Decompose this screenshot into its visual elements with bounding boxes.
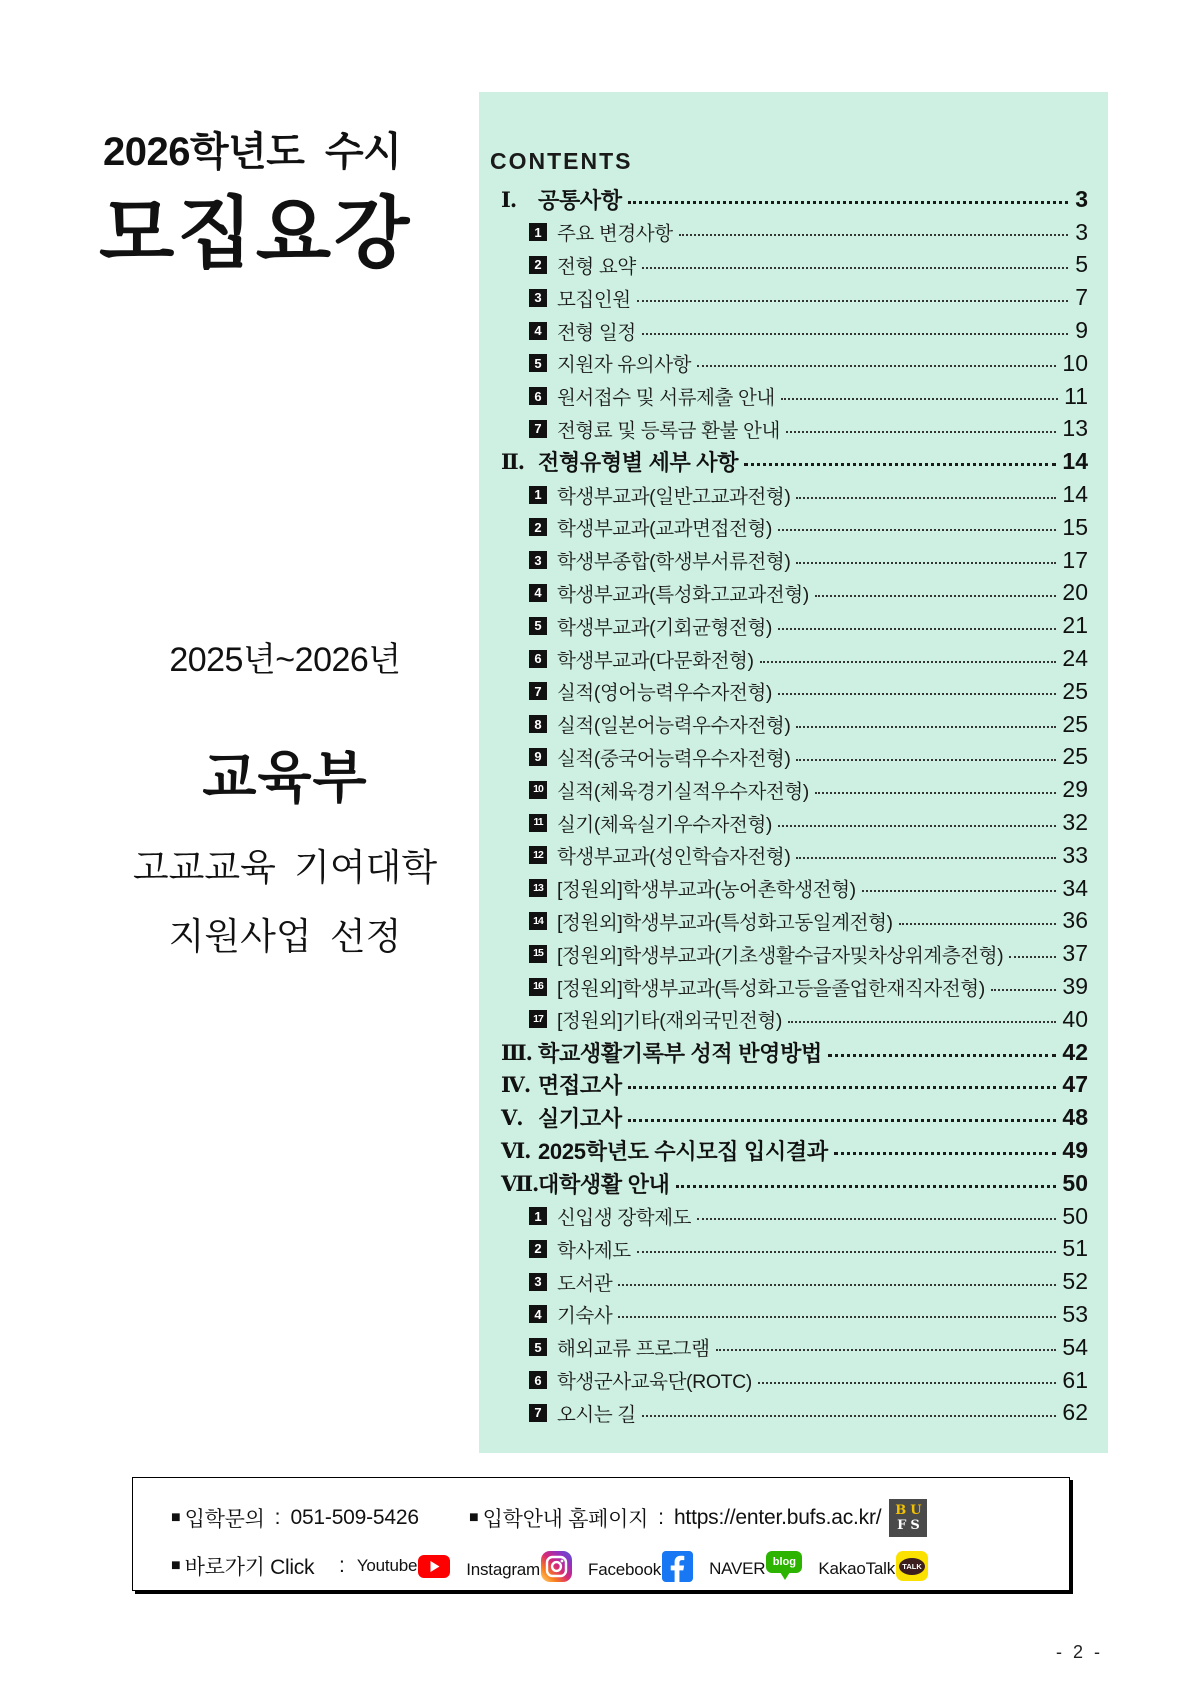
section-numeral: Ⅱ. bbox=[501, 449, 525, 475]
toc-item-row[interactable] bbox=[479, 905, 1088, 938]
toc-item-row[interactable] bbox=[479, 1298, 1088, 1331]
item-page-number: 29 bbox=[1062, 776, 1088, 803]
item-number-badge: 2 bbox=[529, 256, 547, 274]
dot-leader bbox=[778, 825, 1056, 827]
item-title: 학생부교과(다문화전형) bbox=[557, 649, 754, 672]
item-title: 해외교류 프로그램 bbox=[557, 1338, 710, 1361]
youtube-label: Youtube bbox=[356, 1555, 418, 1575]
section-title: 학교생활기록부 성적 반영방법 bbox=[538, 1040, 823, 1066]
instagram-link[interactable] bbox=[466, 1551, 572, 1582]
toc-item-row[interactable] bbox=[479, 413, 1088, 446]
dot-leader bbox=[1009, 956, 1056, 958]
item-title: 지원자 유의사항 bbox=[557, 354, 692, 377]
guide-year-title: 2026학년도 수시 bbox=[103, 130, 402, 174]
toc-item-row[interactable] bbox=[479, 1364, 1088, 1397]
dot-leader bbox=[788, 1021, 1056, 1023]
item-number-badge: 10 bbox=[529, 781, 547, 799]
item-page-number: 53 bbox=[1062, 1300, 1088, 1327]
item-number-badge: 7 bbox=[529, 1404, 547, 1422]
dot-leader bbox=[618, 1284, 1056, 1286]
toc-item-row[interactable] bbox=[479, 937, 1088, 970]
dot-leader bbox=[834, 1152, 1057, 1155]
item-page-number: 61 bbox=[1062, 1366, 1088, 1393]
shortcut-label bbox=[171, 1551, 339, 1581]
item-page-number: 9 bbox=[1075, 317, 1088, 344]
toc-item-row[interactable] bbox=[479, 741, 1088, 774]
item-page-number: 36 bbox=[1062, 907, 1088, 934]
toc-item-row[interactable] bbox=[479, 609, 1088, 642]
naver-label: NAVER bbox=[709, 1559, 766, 1578]
dot-leader bbox=[760, 661, 1057, 663]
contents-panel bbox=[479, 92, 1108, 1453]
contents-heading: CONTENTS bbox=[490, 148, 633, 174]
item-number-badge: 11 bbox=[529, 814, 547, 832]
item-page-number: 24 bbox=[1062, 645, 1088, 672]
dot-leader bbox=[637, 300, 1068, 302]
toc-section-row[interactable] bbox=[479, 1167, 1088, 1200]
item-title: 전형 일정 bbox=[557, 321, 636, 344]
item-page-number: 25 bbox=[1062, 710, 1088, 737]
dot-leader bbox=[758, 1382, 1057, 1384]
item-page-number: 52 bbox=[1062, 1268, 1088, 1295]
item-title: [정원외]학생부교과(기초생활수급자및차상위계층전형) bbox=[557, 944, 1004, 967]
section-title: 2025학년도 수시모집 입시결과 bbox=[538, 1139, 828, 1164]
dot-leader bbox=[618, 1316, 1056, 1318]
item-title: 학생부교과(성인학습자전형) bbox=[557, 846, 791, 869]
item-number-badge: 17 bbox=[529, 1010, 547, 1028]
dot-leader bbox=[744, 463, 1056, 466]
item-number-badge: 1 bbox=[529, 223, 547, 241]
section-numeral: Ⅴ. bbox=[501, 1105, 523, 1131]
toc-item-row[interactable] bbox=[479, 216, 1088, 249]
facebook-icon[interactable] bbox=[662, 1551, 693, 1582]
toc-item-row[interactable] bbox=[479, 478, 1088, 511]
item-page-number: 3 bbox=[1075, 218, 1088, 245]
dot-leader bbox=[862, 890, 1057, 892]
ministry-name: 교육부 bbox=[202, 746, 368, 809]
item-title: [정원외]학생부교과(특성화고동일계전형) bbox=[557, 911, 893, 934]
toc-item-row[interactable] bbox=[479, 1233, 1088, 1266]
item-number-badge: 4 bbox=[529, 322, 547, 340]
item-page-number: 54 bbox=[1062, 1333, 1088, 1360]
dot-leader bbox=[628, 1119, 1057, 1122]
dot-leader bbox=[637, 1251, 1057, 1253]
item-title: 학생부교과(특성화고교과전형) bbox=[557, 583, 809, 606]
item-title: 학생부종합(학생부서류전형) bbox=[557, 551, 791, 574]
toc-item-row[interactable] bbox=[479, 773, 1088, 806]
dot-leader bbox=[815, 595, 1057, 597]
item-page-number: 40 bbox=[1062, 1005, 1088, 1032]
item-number-badge: 6 bbox=[529, 387, 547, 405]
item-title: 실적(영어능력우수자전형) bbox=[557, 682, 772, 705]
item-number-badge: 15 bbox=[529, 945, 547, 963]
item-title: 전형료 및 등록금 환불 안내 bbox=[557, 419, 780, 442]
item-page-number: 7 bbox=[1075, 284, 1088, 311]
item-title: 학사제도 bbox=[557, 1239, 631, 1262]
item-number-badge: 13 bbox=[529, 879, 547, 897]
toc-item-row[interactable] bbox=[479, 1003, 1088, 1036]
dot-leader bbox=[796, 562, 1056, 564]
youtube-icon[interactable] bbox=[418, 1555, 450, 1578]
naver-blog-icon[interactable] bbox=[766, 1551, 802, 1573]
item-number-badge: 5 bbox=[529, 1338, 547, 1356]
item-title: 도서관 bbox=[557, 1272, 613, 1295]
item-page-number: 10 bbox=[1062, 349, 1088, 376]
dot-leader bbox=[778, 628, 1056, 630]
item-title: 실적(일본어능력우수자전형) bbox=[557, 715, 791, 738]
item-page-number: 20 bbox=[1062, 579, 1088, 606]
dot-leader bbox=[642, 333, 1068, 335]
dot-leader bbox=[781, 398, 1058, 400]
shortcut-label-text: 바로가기 Click bbox=[184, 1556, 315, 1579]
item-page-number: 17 bbox=[1062, 546, 1088, 573]
item-title: 신입생 장학제도 bbox=[557, 1207, 692, 1230]
dot-leader bbox=[899, 923, 1057, 925]
dot-leader bbox=[828, 1054, 1056, 1057]
toc-item-row[interactable] bbox=[479, 511, 1088, 544]
section-title: 전형유형별 세부 사항 bbox=[538, 450, 739, 476]
item-title: [정원외]기타(재외국민전형) bbox=[557, 1010, 783, 1033]
toc-item-row[interactable] bbox=[479, 1200, 1088, 1233]
toc-item-row[interactable] bbox=[479, 708, 1088, 741]
toc-item-row[interactable] bbox=[479, 314, 1088, 347]
toc-section-row[interactable] bbox=[479, 1101, 1088, 1134]
dot-leader bbox=[697, 1218, 1056, 1220]
instagram-icon[interactable] bbox=[541, 1551, 572, 1582]
dot-leader bbox=[796, 497, 1056, 499]
toc-item-row[interactable] bbox=[479, 380, 1088, 413]
bullet-icon: ■ bbox=[171, 1509, 181, 1526]
section-numeral: Ⅲ. bbox=[501, 1039, 532, 1065]
item-page-number: 25 bbox=[1062, 743, 1088, 770]
toc-item-row[interactable] bbox=[479, 675, 1088, 708]
toc-item-row[interactable] bbox=[479, 577, 1088, 610]
item-page-number: 50 bbox=[1062, 1202, 1088, 1229]
section-page-number: 47 bbox=[1062, 1071, 1088, 1098]
toc-section-row[interactable] bbox=[479, 1036, 1088, 1069]
toc-item-row[interactable] bbox=[479, 806, 1088, 839]
dot-leader bbox=[786, 431, 1057, 433]
kakaotalk-badge-text: TALK bbox=[899, 1558, 925, 1575]
item-title: 원서접수 및 서류제출 안내 bbox=[557, 387, 775, 410]
youtube-link[interactable] bbox=[357, 1555, 450, 1578]
page-number: - 2 - bbox=[1056, 1642, 1104, 1662]
item-number-badge: 4 bbox=[529, 584, 547, 602]
item-title: [정원외]학생부교과(농어촌학생전형) bbox=[557, 879, 856, 902]
toc-section-row[interactable] bbox=[479, 445, 1088, 478]
item-page-number: 15 bbox=[1062, 513, 1088, 540]
item-title: 실적(중국어능력우수자전형) bbox=[557, 747, 791, 770]
dot-leader bbox=[628, 201, 1068, 204]
section-numeral: Ⅳ. bbox=[501, 1072, 531, 1098]
section-title: 대학생활 안내 bbox=[538, 1171, 670, 1197]
section-title: 공통사항 bbox=[538, 187, 622, 213]
dot-leader bbox=[716, 1349, 1057, 1351]
item-number-badge: 16 bbox=[529, 978, 547, 996]
item-number-badge: 2 bbox=[529, 518, 547, 536]
item-number-badge: 5 bbox=[529, 354, 547, 372]
item-title: 학생부교과(교과면접전형) bbox=[557, 518, 772, 541]
item-title: 모집인원 bbox=[557, 288, 631, 311]
inquiry-separator: : bbox=[274, 1506, 281, 1529]
item-page-number: 5 bbox=[1075, 251, 1088, 278]
toc-item-row[interactable] bbox=[479, 872, 1088, 905]
program-line-2: 지원사업 선정 bbox=[168, 916, 402, 957]
admission-info-box bbox=[132, 1477, 1070, 1591]
instagram-label: Instagram bbox=[466, 1559, 541, 1579]
item-title: 전형 요약 bbox=[557, 255, 636, 278]
naver-blog-link[interactable] bbox=[709, 1551, 802, 1581]
item-number-badge: 3 bbox=[529, 551, 547, 569]
item-number-badge: 3 bbox=[529, 1273, 547, 1291]
section-page-number: 49 bbox=[1062, 1137, 1088, 1163]
homepage-separator: : bbox=[658, 1506, 664, 1529]
item-page-number: 51 bbox=[1062, 1235, 1088, 1262]
item-page-number: 14 bbox=[1062, 481, 1088, 508]
naver-blog-badge-text: blog bbox=[772, 1556, 796, 1568]
item-title: 실적(체육경기실적우수자전형) bbox=[557, 780, 809, 803]
kakaotalk-icon[interactable] bbox=[896, 1551, 928, 1581]
item-title: 기숙사 bbox=[557, 1305, 613, 1328]
item-number-badge: 2 bbox=[529, 1240, 547, 1258]
bufs-logo-icon[interactable] bbox=[889, 1499, 927, 1537]
item-title: 오시는 길 bbox=[557, 1403, 636, 1426]
dot-leader bbox=[991, 989, 1057, 991]
info-row-contact bbox=[171, 1496, 927, 1540]
section-numeral: Ⅵ. bbox=[501, 1138, 531, 1163]
item-number-badge: 9 bbox=[529, 748, 547, 766]
item-number-badge: 1 bbox=[529, 486, 547, 504]
item-title: 실기(체육실기우수자전형) bbox=[557, 813, 772, 836]
inquiry-phone[interactable]: 051-509-5426 bbox=[290, 1506, 419, 1529]
toc-item-row[interactable] bbox=[479, 347, 1088, 380]
facebook-label: Facebook bbox=[588, 1559, 662, 1579]
item-number-badge: 12 bbox=[529, 846, 547, 864]
toc-item-row[interactable] bbox=[479, 249, 1088, 282]
dot-leader bbox=[778, 529, 1056, 531]
program-line-1: 고교교육 기여대학 bbox=[132, 847, 438, 888]
item-number-badge: 3 bbox=[529, 289, 547, 307]
section-page-number: 14 bbox=[1062, 448, 1088, 475]
item-title: 학생부교과(일반고교과전형) bbox=[557, 485, 791, 508]
dot-leader bbox=[642, 267, 1068, 269]
item-number-badge: 5 bbox=[529, 617, 547, 635]
bullet-icon: ■ bbox=[171, 1557, 181, 1574]
dot-leader bbox=[628, 1086, 1057, 1089]
item-page-number: 62 bbox=[1062, 1399, 1088, 1426]
item-number-badge: 6 bbox=[529, 650, 547, 668]
item-number-badge: 14 bbox=[529, 912, 547, 930]
item-number-badge: 8 bbox=[529, 715, 547, 733]
kakaotalk-label: KakaoTalk bbox=[818, 1559, 896, 1578]
dot-leader bbox=[778, 693, 1056, 695]
dot-leader bbox=[796, 857, 1056, 859]
item-page-number: 25 bbox=[1062, 677, 1088, 704]
section-numeral: Ⅰ. bbox=[501, 186, 517, 212]
table-of-contents bbox=[479, 183, 1088, 1429]
info-row-shortcuts bbox=[171, 1548, 944, 1584]
dot-leader bbox=[796, 759, 1056, 761]
homepage-label: 입학안내 홈페이지 bbox=[482, 1508, 649, 1531]
item-title: 학생부교과(기회균형전형) bbox=[557, 616, 772, 639]
item-number-badge: 7 bbox=[529, 682, 547, 700]
toc-item-row[interactable] bbox=[479, 1265, 1088, 1298]
toc-item-row[interactable] bbox=[479, 281, 1088, 314]
selection-period: 2025년~2026년 bbox=[169, 641, 401, 679]
kakaotalk-link[interactable] bbox=[818, 1551, 928, 1581]
item-page-number: 34 bbox=[1062, 874, 1088, 901]
dot-leader bbox=[642, 1415, 1057, 1417]
dot-leader bbox=[679, 234, 1068, 236]
dot-leader bbox=[796, 726, 1056, 728]
item-page-number: 11 bbox=[1064, 382, 1088, 409]
item-number-badge: 1 bbox=[529, 1207, 547, 1225]
section-title: 면접고사 bbox=[538, 1073, 622, 1099]
item-page-number: 33 bbox=[1062, 841, 1088, 868]
item-page-number: 39 bbox=[1062, 973, 1088, 1000]
item-page-number: 13 bbox=[1062, 415, 1088, 442]
toc-item-row[interactable] bbox=[479, 970, 1088, 1003]
toc-section-row[interactable] bbox=[479, 1069, 1088, 1102]
toc-item-row[interactable] bbox=[479, 1331, 1088, 1364]
bufs-logo-line-1: BU bbox=[895, 1503, 926, 1518]
toc-section-row[interactable] bbox=[479, 183, 1088, 216]
dot-leader bbox=[676, 1185, 1057, 1188]
item-number-badge: 6 bbox=[529, 1371, 547, 1389]
item-number-badge: 4 bbox=[529, 1305, 547, 1323]
admission-homepage bbox=[469, 1499, 927, 1537]
guide-main-title: 모집요강 bbox=[99, 189, 413, 277]
toc-item-row[interactable] bbox=[479, 642, 1088, 675]
item-title: 학생군사교육단(ROTC) bbox=[557, 1371, 752, 1394]
section-numeral: Ⅶ. bbox=[501, 1170, 539, 1196]
item-page-number: 37 bbox=[1062, 940, 1088, 967]
item-page-number: 32 bbox=[1062, 809, 1088, 836]
toc-section-row[interactable] bbox=[479, 1134, 1088, 1167]
shortcut-separator: : bbox=[339, 1554, 345, 1577]
item-page-number: 21 bbox=[1062, 612, 1088, 639]
section-page-number: 50 bbox=[1062, 1169, 1088, 1196]
dot-leader bbox=[697, 365, 1056, 367]
dot-leader bbox=[815, 792, 1057, 794]
toc-item-row[interactable] bbox=[479, 839, 1088, 872]
section-page-number: 3 bbox=[1075, 185, 1088, 212]
inquiry-label: 입학문의 bbox=[184, 1508, 265, 1531]
section-title: 실기고사 bbox=[538, 1106, 622, 1132]
section-page-number: 42 bbox=[1062, 1038, 1088, 1065]
section-page-number: 48 bbox=[1062, 1104, 1088, 1131]
facebook-link[interactable] bbox=[588, 1551, 693, 1582]
toc-item-row[interactable] bbox=[479, 544, 1088, 577]
homepage-url-link[interactable]: https://enter.bufs.ac.kr/ bbox=[673, 1506, 882, 1529]
admission-inquiry bbox=[171, 1503, 469, 1533]
item-number-badge: 7 bbox=[529, 420, 547, 438]
item-title: 주요 변경사항 bbox=[557, 223, 673, 246]
toc-item-row[interactable] bbox=[479, 1396, 1088, 1429]
item-title: [정원외]학생부교과(특성화고등을졸업한재직자전형) bbox=[557, 977, 985, 1000]
bufs-logo-line-2: FS bbox=[897, 1518, 924, 1533]
bullet-icon: ■ bbox=[469, 1509, 479, 1526]
